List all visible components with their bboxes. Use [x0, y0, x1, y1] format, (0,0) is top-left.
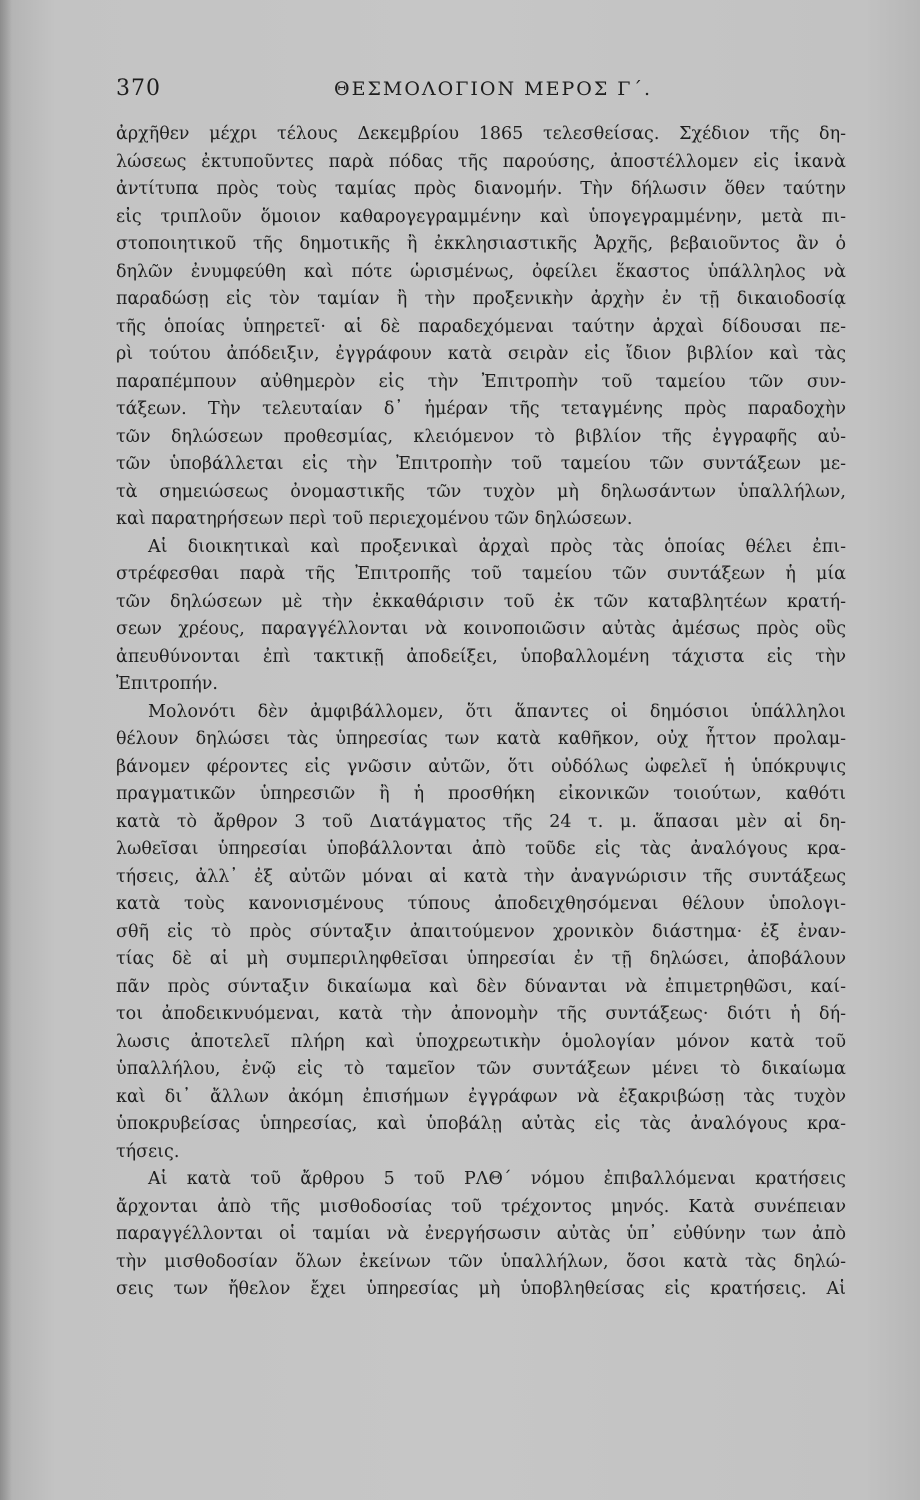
text-line: τίας δὲ αἱ μὴ συμπεριληφθεῖσαι ὑπηρεσίαι ἐν τῇ δηλώσει, ἀποβάλουν	[116, 949, 846, 969]
text-line: εἰς τριπλοῦν ὅμοιον καθαρογεγραμμένην καὶ ὑπογεγραμμένην, μετὰ πι-	[116, 206, 846, 227]
text-line: παραγγέλλονται οἱ ταμίαι νὰ ἐνεργήσωσιν αὐτὰς ὑπ᾽ εὐθύνην των ἀπὸ	[116, 1224, 846, 1244]
text-line: βάνομεν φέροντες εἰς γνῶσιν αὐτῶν, ὅτι οὐδόλως ὠφελεῖ ἡ ὑπόκρυψις	[116, 756, 846, 777]
body-text	[116, 121, 846, 1304]
text-line: λώσεως ἐκτυποῦντες παρὰ πόδας τῆς παρούσης, ἀποστέλλομεν εἰς ἱκανὰ	[116, 151, 846, 172]
text-line: τήσεις.	[116, 1141, 180, 1162]
text-line: ρὶ τούτου ἀπόδειξιν, ἐγγράφουν κατὰ σειρὰν εἰς ἴδιον βιβλίον καὶ τὰς	[116, 344, 846, 364]
text-line: σεων χρέους, παραγγέλλονται νὰ κοινοποιῶσιν αὐτὰς ἀμέσως πρὸς οὓς	[116, 619, 846, 639]
text-line: ἀρχῆθεν μέχρι τέλους Δεκεμβρίου 1865 τελεσθείσας. Σχέδιον τῆς δη-	[116, 124, 846, 144]
text-line: Μολονότι δὲν ἀμφιβάλλομεν, ὅτι ἅπαντες οἱ δημόσιοι ὑπάλληλοι	[148, 701, 846, 722]
text-line: ὑπαλλήλου, ἐνῷ εἰς τὸ ταμεῖον τῶν συντάξεων μένει τὸ δικαίωμα	[116, 1059, 846, 1079]
text-line: τῶν ὑποβάλλεται εἰς τὴν Ἐπιτροπὴν τοῦ ταμείου τῶν συντάξεων με-	[116, 454, 846, 474]
text-line: τάξεων. Τὴν τελευταίαν δ᾽ ἡμέραν τῆς τεταγμένης πρὸς παραδοχὴν	[116, 399, 846, 419]
text-line: τῆς ὁποίας ὑπηρετεῖ· αἱ δὲ παραδεχόμεναι ταύτην ἀρχαὶ δίδουσαι πε-	[116, 316, 846, 337]
text-line: στρέφεσθαι παρὰ τῆς Ἐπιτροπῆς τοῦ ταμείου τῶν συντάξεων ἡ μία	[116, 564, 846, 584]
page-number: 370	[116, 76, 161, 101]
text-line: Αἱ διοικητικαὶ καὶ προξενικαὶ ἀρχαὶ πρὸς τὰς ὁποίας θέλει ἐπι-	[148, 536, 846, 557]
page-edge-shadow	[0, 0, 12, 1500]
text-line: τήσεις, ἀλλ᾽ ἐξ αὐτῶν μόναι αἱ κατὰ τὴν ἀναγνώρισιν τῆς συντάξεως	[116, 866, 846, 887]
text-line: πραγματικῶν ὑπηρεσιῶν ἢ ἡ προσθήκη εἰκονικῶν τοιούτων, καθότι	[116, 784, 846, 804]
text-line: καὶ παρατηρήσεων περὶ τοῦ περιεχομένου τῶν δηλώσεων.	[116, 509, 633, 529]
text-line: ἄρχονται ἀπὸ τῆς μισθοδοσίας τοῦ τρέχοντος μηνός. Κατὰ συνέπειαν	[116, 1196, 846, 1217]
text-line: παραπέμπουν αὐθημερὸν εἰς τὴν Ἐπιτροπὴν τοῦ ταμείου τῶν συν-	[116, 371, 846, 392]
text-line: τῶν δηλώσεων μὲ τὴν ἐκκαθάρισιν τοῦ ἐκ τῶν καταβλητέων κρατή-	[116, 591, 846, 612]
text-line: κατὰ τοὺς κανονισμένους τύπους ἀποδειχθησόμεναι θέλουν ὑπολογι-	[116, 894, 846, 914]
text-line: ἀντίτυπα πρὸς τοὺς ταμίας πρὸς διανομήν. Τὴν δήλωσιν ὅθεν ταύτην	[116, 179, 846, 199]
text-line: Ἐπιτροπήν.	[116, 674, 218, 694]
text-line: δηλῶν ἐνυμφεύθη καὶ πότε ὡρισμένως, ὀφείλει ἕκαστος ὑπάλληλος νὰ	[116, 261, 846, 282]
text-line: λωσις ἀποτελεῖ πλήρη καὶ ὑποχρεωτικὴν ὁμολογίαν μόνον κατὰ τοῦ	[116, 1031, 846, 1052]
text-line: ἀπευθύνονται ἐπὶ τακτικῇ ἀποδείξει, ὑποβαλλομένη τάχιστα εἰς τὴν	[116, 646, 846, 667]
running-title: ΘΕΣΜΟΛΟΓΙΟΝ ΜΕΡΟΣ Γ΄.	[334, 78, 653, 100]
text-line: καὶ δι᾽ ἄλλων ἀκόμη ἐπισήμων ἐγγράφων νὰ ἐξακριβώσῃ τὰς τυχὸν	[116, 1086, 846, 1107]
text-line: κατὰ τὸ ἄρθρον 3 τοῦ Διατάγματος τῆς 24 τ. μ. ἅπασαι μὲν αἱ δη-	[116, 811, 846, 832]
text-line: σθῆ εἰς τὸ πρὸς σύνταξιν ἀπαιτούμενον χρονικὸν διάστημα· ἐξ ἐναν-	[116, 921, 846, 942]
text-line: ὑποκρυβείσας ὑπηρεσίας, καὶ ὑποβάλῃ αὐτὰς εἰς τὰς ἀναλόγους κρα-	[116, 1114, 846, 1134]
page-header	[116, 76, 846, 106]
text-line: παραδώσῃ εἰς τὸν ταμίαν ἢ τὴν προξενικὴν ἀρχὴν ἐν τῇ δικαιοδοσίᾳ	[116, 289, 846, 309]
text-line: Αἱ κατὰ τοῦ ἄρθρου 5 τοῦ ΡΛΘ΄ νόμου ἐπιβαλλόμεναι κρατήσεις	[148, 1169, 846, 1189]
text-line: σεις των ἤθελον ἔχει ὑπηρεσίας μὴ ὑποβληθείσας εἰς κρατήσεις. Αἱ	[116, 1279, 846, 1299]
text-line: τὰ σημειώσεως ὀνομαστικῆς τῶν τυχὸν μὴ δηλωσάντων ὑπαλλήλων,	[116, 481, 846, 502]
text-line: τῶν δηλώσεων προθεσμίας, κλειόμενον τὸ βιβλίον τῆς ἐγγραφῆς αὐ-	[116, 426, 846, 447]
text-line: στοποιητικοῦ τῆς δημοτικῆς ἢ ἐκκλησιαστικῆς Ἀρχῆς, βεβαιοῦντος ἂν ὁ	[116, 234, 846, 254]
text-line: πᾶν πρὸς σύνταξιν δικαίωμα καὶ δὲν δύνανται νὰ ἐπιμετρηθῶσι, καί-	[116, 976, 846, 997]
text-line: θέλουν δηλώσει τὰς ὑπηρεσίας των κατὰ καθῆκον, οὐχ ἧττον προλαμ-	[116, 729, 846, 749]
text-line: τοι ἀποδεικνυόμεναι, κατὰ τὴν ἀπονομὴν τῆς συντάξεως· διότι ἡ δή-	[116, 1004, 846, 1024]
text-line: τὴν μισθοδοσίαν ὅλων ἐκείνων τῶν ὑπαλλήλων, ὅσοι κατὰ τὰς δηλώ-	[116, 1251, 846, 1272]
text-line: λωθεῖσαι ὑπηρεσίαι ὑποβάλλονται ἀπὸ τοῦδε εἰς τὰς ἀναλόγους κρα-	[116, 839, 846, 859]
